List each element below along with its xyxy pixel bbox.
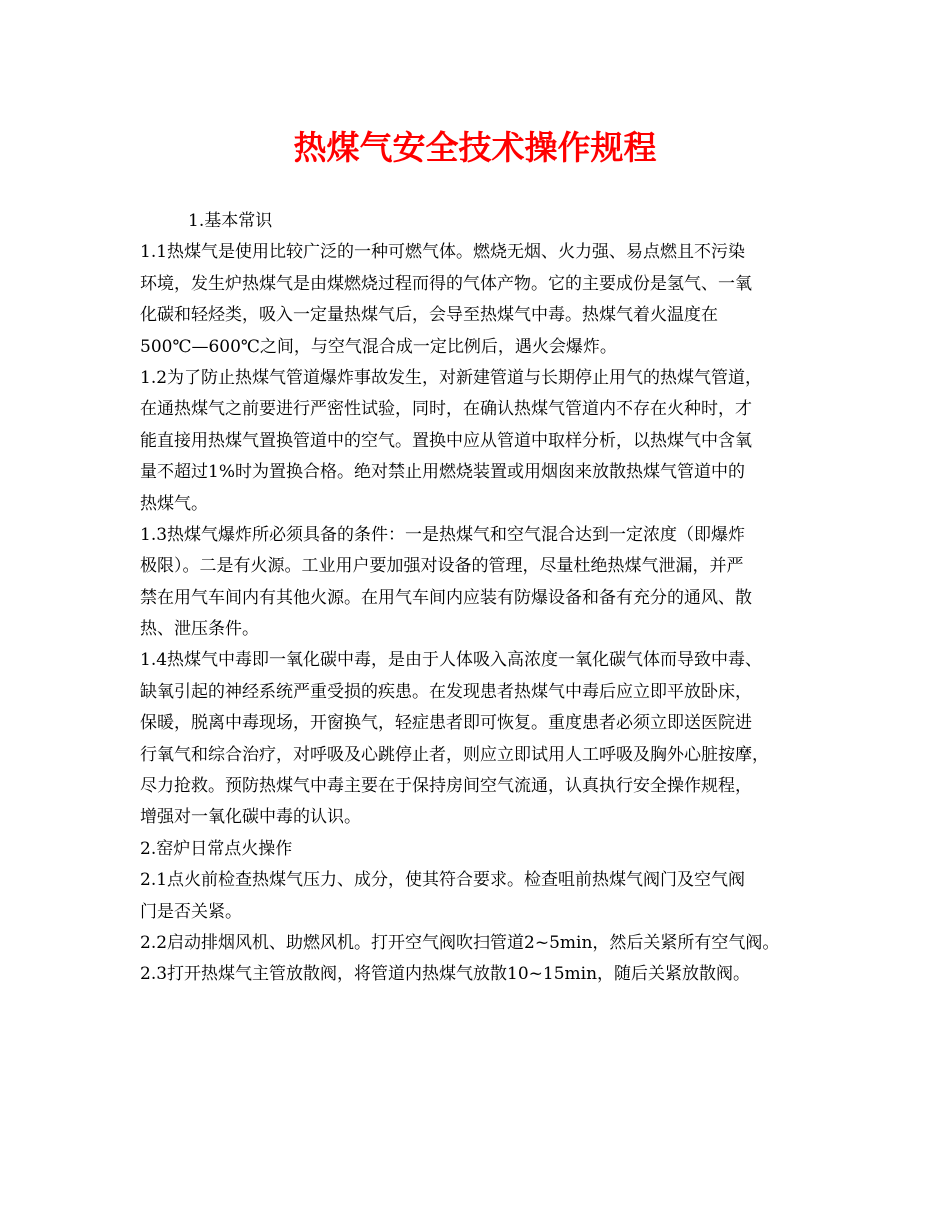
paragraph-line: 化碳和轻烃类，吸入一定量热煤气后，会导至热煤气中毒。热煤气着火温度在 (140, 305, 718, 326)
paragraph-line: 1.4热煤气中毒即一氧化碳中毒，是由于人体吸入高浓度一氧化碳气体而导致中毒、 (140, 650, 763, 671)
paragraph-line: 增强对一氧化碳中毒的认识。 (140, 807, 361, 828)
paragraph-line: 能直接用热煤气置换管道中的空气。置换中应从管道中取样分析，以热煤气中含氧 (140, 430, 752, 451)
document-body (140, 206, 840, 991)
paragraph-line: 尽力抢救。预防热煤气中毒主要在于保持房间空气流通，认真执行安全操作规程， (140, 776, 752, 797)
paragraph-line: 禁在用气车间内有其他火源。在用气车间内应装有防爆设备和备有充分的通风、散 (140, 587, 752, 608)
paragraph-line: 1.2为了防止热煤气管道爆炸事故发生，对新建管道与长期停止用气的热煤气管道， (140, 367, 763, 388)
paragraph-line: 500℃—600℃之间，与空气混合成一定比例后，遇火会爆炸。 (140, 336, 617, 357)
section-heading-1: 1.基本常识 (188, 211, 273, 231)
section-heading-2: 2.窑炉日常点火操作 (140, 838, 293, 859)
paragraph-line: 热煤气。 (140, 493, 208, 514)
paragraph-line: 2.1点火前检查热煤气压力、成分，使其符合要求。检查咀前热煤气阀门及空气阀 (140, 870, 746, 891)
document-title: 热煤气安全技术操作规程 (293, 128, 657, 167)
paragraph-line: 在通热煤气之前要进行严密性试验，同时，在确认热煤气管道内不存在火种时，才 (140, 399, 752, 420)
paragraph-line: 热、泄压条件。 (140, 619, 259, 640)
paragraph-line: 量不超过1%时为置换合格。绝对禁止用燃烧装置或用烟囱来放散热煤气管道中的 (140, 462, 745, 483)
paragraph-line: 环境，发生炉热煤气是由煤燃烧过程而得的气体产物。它的主要成份是氢气、一氧 (140, 273, 752, 294)
paragraph-line: 缺氧引起的神经系统严重受损的疾患。在发现患者热煤气中毒后应立即平放卧床， (140, 681, 752, 702)
paragraph-line: 保暖，脱离中毒现场，开窗换气，轻症患者即可恢复。重度患者必须立即送医院进 (140, 713, 752, 734)
paragraph-line: 行氧气和综合治疗，对呼吸及心跳停止者，则应立即试用人工呼吸及胸外心脏按摩， (140, 744, 769, 765)
paragraph-line: 1.1热煤气是使用比较广泛的一种可燃气体。燃烧无烟、火力强、易点燃且不污染 (140, 242, 746, 263)
paragraph-line: 2.2启动排烟风机、助燃风机。打开空气阀吹扫管道2~5min，然后关紧所有空气阀。 (140, 932, 780, 953)
paragraph-line: 极限）。二是有火源。工业用户要加强对设备的管理，尽量杜绝热煤气泄漏，并严 (140, 556, 744, 577)
paragraph-line: 1.3热煤气爆炸所必须具备的条件：一是热煤气和空气混合达到一定浓度（即爆炸 (140, 524, 746, 545)
paragraph-line: 2.3打开热煤气主管放散阀，将管道内热煤气放散10~15min，随后关紧放散阀。 (140, 964, 751, 985)
paragraph-line: 门是否关紧。 (140, 901, 242, 922)
